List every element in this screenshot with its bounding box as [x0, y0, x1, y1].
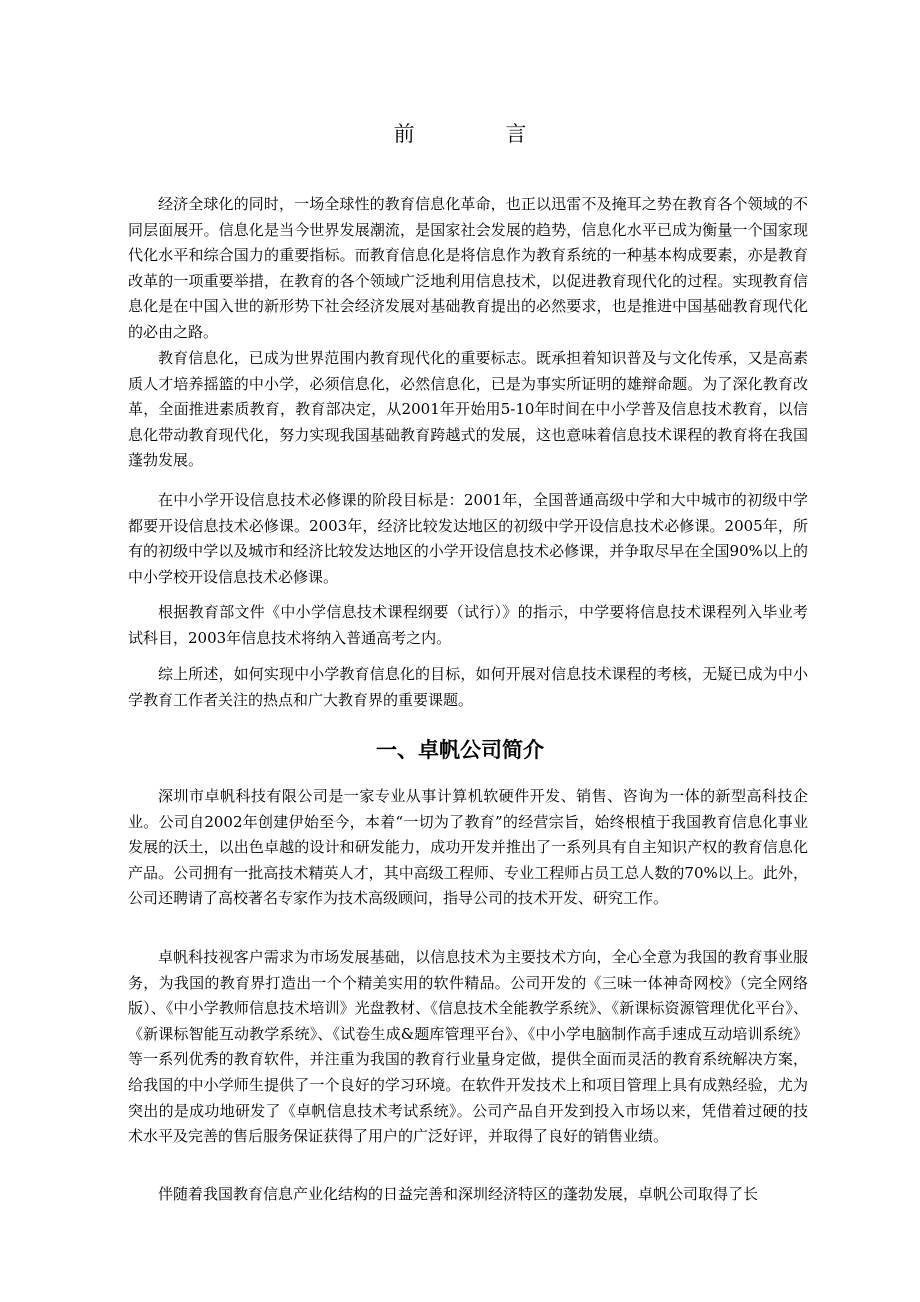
intro-paragraph-1: 经济全球化的同时，一场全球性的教育信息化革命，也正以迅雷不及掩耳之势在教育各个领域的不同层面展开。信息化是当今世界发展潮流，是国家社会发展的趋势，信息化水平已成为衡量一个国家现代化水平和综合国力的重要指标。而教育信息化是将信息作为教育系统的一种基本构成要素，亦是教育改革的一项重要举措，在教育的各个领域广泛地利用信息技术，以促进教育现代化的过程。实现教育信息化是在中国入世的新形势下社会经济发展对基础教育提出的必然要求，也是推进中国基础教育现代化的必由之路。 [128, 195, 808, 341]
company-paragraph-2: 卓帆科技视客户需求为市场发展基础，以信息技术为主要技术方向，全心全意为我国的教育事业服务，为我国的教育界打造出一个个精美实用的软件精品。公司开发的《三味一体神奇网校》（完全网络版）、《中小学教师信息技术培训》光盘教材、《信息技术全能教学系统》、《新课标资源管理优化平台》、《新课标智能互动教学系统》、《试卷生成&题库管理平台》、《中小学电脑制作高手速成互动培训系统》等一系列优秀的教育软件，并注重为我国的教育行业量身定做，提供全面而灵活的教育系统解决方案，给我国的中小学师生提供了一个良好的学习环境。在软件开发技术上和项目管理上具有成熟经验，尤为突出的是成功地研发了《卓帆信息技术考试系统》。公司产品自开发到投入市场以来，凭借着过硬的技术水平及完善的售后服务保证获得了用户的广泛好评，并取得了良好的销售业绩。 [128, 948, 808, 1146]
company-paragraph-1: 深圳市卓帆科技有限公司是一家专业从事计算机软硬件开发、销售、咨询为一体的新型高科技企业。公司自2002年创建伊始至今，本着“一切为了教育”的经营宗旨，始终根植于我国教育信息化事业发展的沃土，以出色卓越的设计和研发能力，成功开发并推出了一系列具有自主知识产权的教育信息化产品。公司拥有一批高技术精英人才，其中高级工程师、专业工程师占员工总人数的70%以上。此外，公司还聘请了高校著名专家作为技术高级顾问，指导公司的技术开发、研究工作。 [128, 787, 808, 908]
intro-paragraph-4: 根据教育部文件《中小学信息技术课程纲要（试行）》的指示，中学要将信息技术课程列入毕业考试科目，2003年信息技术将纳入普通高考之内。 [128, 603, 808, 647]
company-paragraph-3: 伴随着我国教育信息产业化结构的日益完善和深圳经济特区的蓬勃发展，卓帆公司取得了长 [158, 1185, 759, 1203]
intro-paragraph-3: 在中小学开设信息技术必修课的阶段目标是：2001年，全国普通高级中学和大中城市的初级中学都要开设信息技术必修课。2003年，经济比较发达地区的初级中学开设信息技术必修课。2005年，所有的初级中学以及城市和经济比较发达地区的小学开设信息技术必修课，并争取尽早在全国90%以上的中小学校开设信息技术必修课。 [128, 491, 808, 586]
intro-paragraph-2: 教育信息化，已成为世界范围内教育现代化的重要标志。既承担着知识普及与文化传承，又是高素质人才培养摇篮的中小学，必须信息化，必然信息化，已是为事实所证明的雄辩命题。为了深化教育改革，全面推进素质教育，教育部决定，从2001年开始用5-10年时间在中小学普及信息技术教育，以信息化带动教育现代化，努力实现我国基础教育跨越式的发展，这也意味着信息技术课程的教育将在我国蓬勃发展。 [128, 349, 808, 470]
intro-paragraph-5: 综上所述，如何实现中小学教育信息化的目标，如何开展对信息技术课程的考核，无疑已成为中小学教育工作者关注的热点和广大教育界的重要课题。 [128, 665, 808, 709]
page-title: 前 言 [393, 122, 569, 146]
section-heading: 一、卓帆公司简介 [376, 737, 544, 762]
